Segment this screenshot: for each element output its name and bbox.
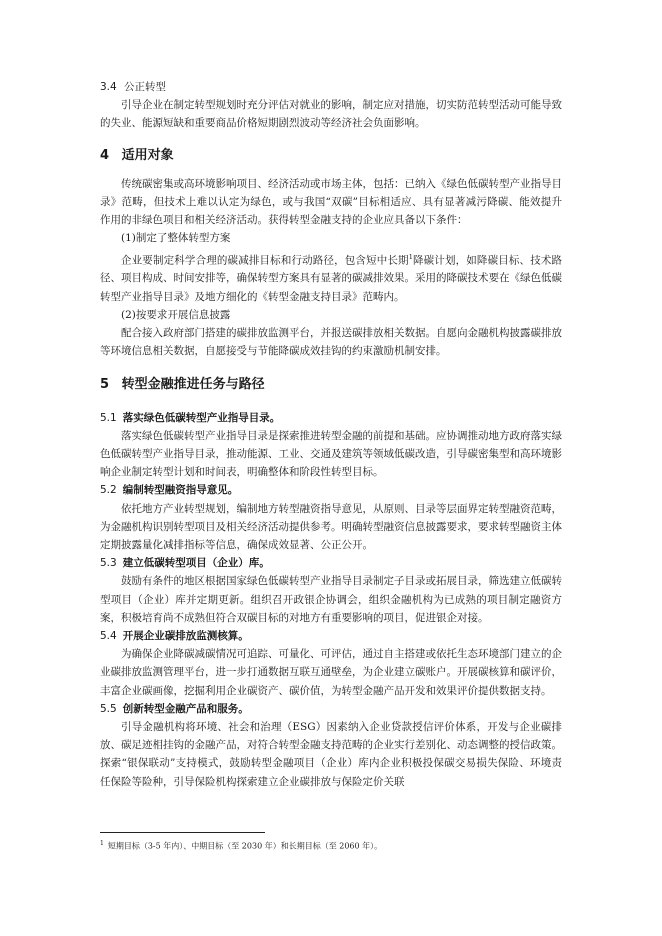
section-5-5-paragraph: 引导金融机构将环境、社会和治理（ESG）因素纳入企业贷款授信评价体系，开发与企业碳排放、碳足迹相挂钩的金融产品，对符合转型金融支持范畴的企业实行差别化、动态调整的授信政策。探索“银保联动”支持模式，鼓励转型金融项目（企业）库内企业积极投保碳交易损失保险、环境责任保险等险种，引导保险机构探索建立企业碳排放与保险定价关联 (100, 721, 562, 788)
section-number: 5.1 (100, 411, 117, 424)
section-5-heading (100, 376, 562, 394)
section-title: 开展企业碳排放监测核算。 (122, 629, 249, 642)
footnote-text: 短期目标（3-5 年内）、中期目标（至 2030 年）和长期目标（至 2060 年）。 (107, 841, 383, 851)
section-title: 编制转型融资指导意见。 (122, 484, 239, 497)
footnote (100, 840, 562, 852)
section-5-2-heading (100, 481, 562, 499)
section-4-paragraph-1: 传统碳密集或高环境影响项目、经济活动或市场主体，包括：已纳入《绿色低碳转型产业指导目录》范畴，但技术上难以认定为绿色，或与我国“双碳”目标相适应、具有显著减污降碳、能效提升作用的非绿色项目和相关经济活动。获得转型金融支持的企业应具备以下条件： (100, 177, 562, 227)
section-5-1-paragraph: 落实绿色低碳转型产业指导目录是探索推进转型金融的前提和基础。应协调推动地方政府落实绿色低碳转型产业指导目录，推动能源、工业、交通及建筑等领域低碳改造，引导碳密集型和高环境影响企业制定转型计划和时间表，明确整体和阶段性转型目标。 (100, 429, 562, 479)
section-number: 5.2 (100, 484, 117, 497)
section-title: 公正转型 (124, 81, 167, 93)
section-5-1-heading (100, 409, 562, 427)
paragraph-text: 企业要制定科学合理的碳减排目标和行动路径，包含短中长期 (121, 254, 409, 267)
section-4-item-1: (1)制定了整体转型方案 (121, 232, 231, 245)
section-number: 5 (100, 377, 110, 393)
footnote-marker: 1 (100, 840, 104, 847)
section-5-3-heading (100, 554, 562, 572)
paragraph-text: 降碳计划，如降碳目标、技术路径、项目构成、时间安排等，确保转型方案具有显著的碳减排效果。采用的降碳技术要在《绿色低碳转型产业指导目录》及地方细化的《转型金融支持目录》范畴内。 (100, 254, 562, 303)
document-page (100, 70, 562, 791)
section-title: 建立低碳转型项目（企业）库。 (122, 557, 270, 570)
section-3-4-paragraph: 引导企业在制定转型规划时充分评估对就业的影响，制定应对措施，切实防范转型活动可能导致的失业、能源短缺和重要商品价格短期剧烈波动等经济社会负面影响。 (100, 99, 562, 130)
section-title: 落实绿色低碳转型产业指导目录。 (122, 411, 281, 424)
section-number: 4 (100, 147, 110, 163)
section-4-paragraph-3: 配合接入政府部门搭建的碳排放监测平台，并报送碳排放相关数据。自愿向金融机构披露碳排放等环境信息相关数据，自愿接受与节能降碳成效挂钩的约束激励机制安排。 (100, 326, 562, 358)
section-title: 创新转型金融产品和服务。 (122, 702, 249, 715)
section-number: 3.4 (100, 81, 117, 93)
section-3-4-heading (100, 78, 562, 96)
section-number: 5.3 (100, 557, 117, 570)
section-4-heading (100, 147, 562, 165)
section-number: 5.4 (100, 629, 117, 642)
footnote-divider (100, 832, 265, 833)
section-title: 转型金融推进任务与路径 (121, 377, 265, 393)
section-4-paragraph-2 (100, 248, 562, 306)
footnote-reference[interactable]: 1 (408, 252, 413, 261)
section-5-4-heading (100, 627, 562, 645)
section-5-3-paragraph: 鼓励有条件的地区根据国家绿色低碳转型产业指导目录制定子目录或拓展目录，筛选建立低碳转型项目（企业）库并定期更新。组织召开政银企协调会，组织金融机构为已成熟的项目制定融资方案，积极培育尚不成熟但符合双碳目标的对地方有重要影响的项目，促进银企对接。 (100, 575, 562, 624)
section-5-4-paragraph: 为确保企业降碳减碳情况可追踪、可量化、可评估，通过自主搭建或依托生态环境部门建立的企业碳排放监测管理平台，进一步打通数据互联互通壁垒，为企业建立碳账户。开展碳核算和碳评价，丰富企业碳画像，挖掘利用企业碳资产、碳价值，为转型金融产品开发和效果评价提供数据支持。 (100, 648, 562, 697)
section-number: 5.5 (100, 702, 117, 715)
section-4-item-2: (2)按要求开展信息披露 (121, 308, 231, 321)
section-5-5-heading (100, 700, 562, 718)
section-5-2-paragraph: 依托地方产业转型规划，编制地方转型融资指导意见，从原则、目录等层面界定转型融资范畴，为金融机构识别转型项目及相关经济活动提供参考。明确转型融资信息披露要求，要求转型融资主体定期披露量化减排指标等信息，确保成效显著、公正公开。 (100, 502, 562, 551)
section-title: 适用对象 (121, 147, 174, 163)
